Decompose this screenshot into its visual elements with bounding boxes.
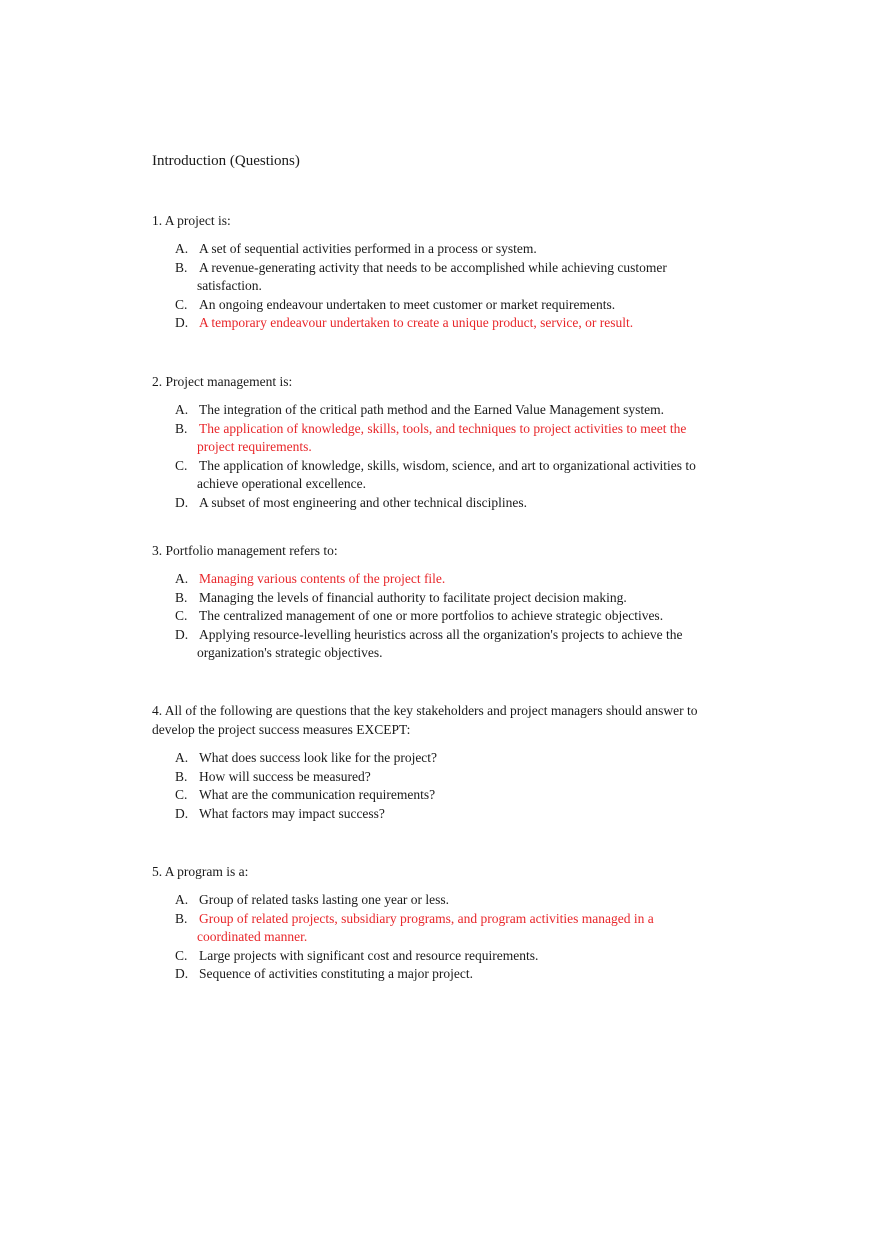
option-text: Large projects with significant cost and resource requirements. <box>199 947 539 963</box>
option-label: D. <box>175 315 189 330</box>
option-label: B. <box>175 589 188 605</box>
option-d <box>152 805 732 824</box>
option-label: D. <box>175 805 189 821</box>
option-text: The application of knowledge, skills, wisdom, science, and art to organizational activities to <box>199 457 696 473</box>
option-a <box>152 570 732 589</box>
option-d <box>152 626 732 663</box>
option-label: B. <box>175 259 188 275</box>
option-c <box>152 607 732 626</box>
question-1 <box>152 211 732 333</box>
option-a <box>152 240 732 259</box>
option-label: C. <box>175 457 188 473</box>
option-text-continued: project requirements. <box>197 439 312 454</box>
option-label: A. <box>175 571 189 586</box>
option-c <box>152 786 732 805</box>
option-text: What factors may impact success? <box>199 805 385 821</box>
question-5 <box>152 862 732 984</box>
option-text: Applying resource-levelling heuristics across all the organization's projects to achieve the <box>199 626 683 642</box>
option-label: A. <box>175 241 189 256</box>
question-stem: 4. All of the following are questions that the key stakeholders and project managers should answer to develop the project success measures EXCEPT: <box>152 703 698 737</box>
option-label: B. <box>175 910 188 926</box>
option-label: A. <box>175 892 189 907</box>
option-text: A subset of most engineering and other technical disciplines. <box>199 494 528 510</box>
option-a <box>152 749 732 768</box>
answer-options <box>152 749 732 823</box>
option-a <box>152 401 732 420</box>
option-label: D. <box>175 626 189 642</box>
option-text: Sequence of activities constituting a major project. <box>199 966 474 981</box>
option-d <box>152 314 732 333</box>
option-text: A temporary endeavour undertaken to create a unique product, service, or result. <box>199 315 634 330</box>
option-label: A. <box>175 402 189 417</box>
option-text-continued: satisfaction. <box>197 278 262 293</box>
option-text: What are the communication requirements? <box>199 787 436 802</box>
option-text: Group of related projects, subsidiary programs, and program activities managed in a <box>199 910 654 926</box>
option-c <box>152 296 732 315</box>
option-c <box>152 947 732 966</box>
option-label: C. <box>175 947 188 963</box>
option-text: The application of knowledge, skills, tools, and techniques to project activities to meet the <box>199 420 687 436</box>
option-text: How will success be measured? <box>199 768 371 784</box>
question-2 <box>152 372 732 512</box>
option-b <box>152 589 732 608</box>
option-text-continued: coordinated manner. <box>197 929 308 944</box>
option-label: B. <box>175 768 188 784</box>
option-text: What does success look like for the project? <box>199 750 438 765</box>
question-3 <box>152 541 732 663</box>
option-c <box>152 457 732 494</box>
option-label: D. <box>175 966 189 981</box>
option-b <box>152 910 732 947</box>
option-text: An ongoing endeavour undertaken to meet customer or market requirements. <box>199 296 616 312</box>
question-stem: 1. A project is: <box>152 213 231 228</box>
answer-options <box>152 401 732 512</box>
option-text: A revenue-generating activity that needs to be accomplished while achieving customer <box>199 259 667 275</box>
option-b <box>152 768 732 787</box>
option-label: B. <box>175 420 188 436</box>
option-label: A. <box>175 750 189 765</box>
answer-options <box>152 570 732 663</box>
option-text-continued: achieve operational excellence. <box>197 476 367 491</box>
option-label: C. <box>175 608 188 623</box>
option-label: D. <box>175 494 189 510</box>
question-stem: 5. A program is a: <box>152 864 249 879</box>
option-text: Group of related tasks lasting one year or less. <box>199 892 450 907</box>
option-text: A set of sequential activities performed in a process or system. <box>199 241 537 256</box>
question-stem: 2. Project management is: <box>152 374 293 389</box>
option-text: The integration of the critical path method and the Earned Value Management system. <box>199 402 664 417</box>
option-text: Managing the levels of financial authority to facilitate project decision making. <box>199 589 627 605</box>
page-title: Introduction (Questions) <box>152 153 300 169</box>
option-label: C. <box>175 296 188 312</box>
question-4 <box>152 701 732 823</box>
option-d <box>152 965 732 984</box>
question-stem: 3. Portfolio management refers to: <box>152 543 338 558</box>
answer-options <box>152 891 732 984</box>
option-label: C. <box>175 787 188 802</box>
option-b <box>152 259 732 296</box>
option-d <box>152 494 732 513</box>
option-a <box>152 891 732 910</box>
option-text: The centralized management of one or more portfolios to achieve strategic objectives. <box>199 608 664 623</box>
answer-options <box>152 240 732 333</box>
option-b <box>152 420 732 457</box>
option-text-continued: organization's strategic objectives. <box>197 645 383 660</box>
option-text: Managing various contents of the project file. <box>199 571 446 586</box>
